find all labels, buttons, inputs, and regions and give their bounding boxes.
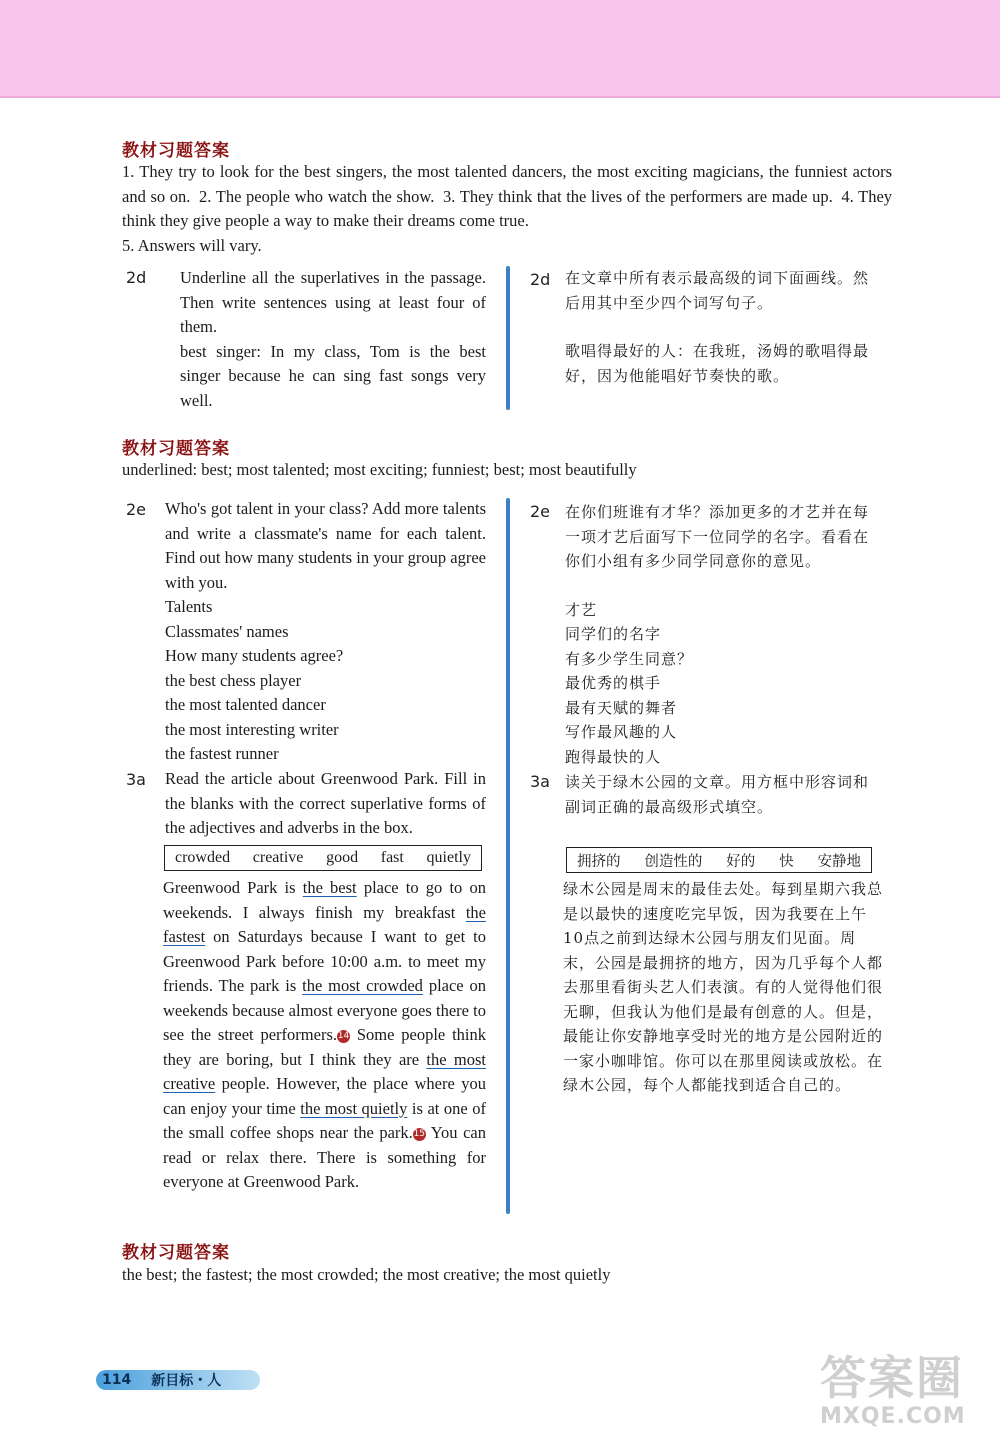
answer-heading-2: 教材习题答案 bbox=[122, 439, 230, 459]
exercise-2d-instruction-zh: 在文章中所有表示最高级的词下面画线。然后用其中至少四个词写句子。 bbox=[565, 269, 870, 312]
talent-list-item-zh: 有多少学生同意？ bbox=[565, 649, 694, 668]
exercise-number-2d: 2d bbox=[126, 268, 147, 287]
word-box-item: quietly bbox=[426, 849, 471, 866]
answer-block-1 bbox=[122, 160, 892, 258]
filled-answer: the most crowded bbox=[302, 976, 423, 995]
filled-answer: the most quietly bbox=[300, 1098, 408, 1118]
talent-list-item: the most interesting writer bbox=[165, 719, 339, 739]
exercise-2d-example: best singer: In my class, Tom is the best singer because he can sing fast songs very well. bbox=[180, 341, 486, 410]
page-footer bbox=[96, 1370, 260, 1390]
talent-list-item-zh: 才艺 bbox=[565, 600, 598, 619]
answer-3: 3. They think that the lives of the performers are made up. bbox=[443, 186, 833, 206]
passage-text: is at one of the small coffee shops near the park. bbox=[163, 1098, 486, 1142]
exercise-number-3a-zh: 3a bbox=[530, 772, 550, 791]
talent-list-item: How many students agree? bbox=[165, 646, 344, 665]
talent-list-item-zh: 写作最风趣的人 bbox=[565, 723, 678, 741]
talent-list-item: the best chess player bbox=[165, 670, 302, 690]
word-box-item: good bbox=[326, 849, 359, 866]
answer-block-2: underlined: best; most talented; most exciting; funniest; best; most beautifully bbox=[122, 460, 637, 479]
exercise-2e-chinese bbox=[565, 500, 883, 769]
passage-text: people. However, the place where you can enjoy your time bbox=[163, 1074, 486, 1118]
watermark-text: 答案圈 bbox=[820, 1351, 964, 1405]
talent-list-item: the most talented dancer bbox=[165, 695, 326, 714]
word-box-item-zh: 安静地 bbox=[817, 853, 861, 870]
answer-heading-1: 教材习题答案 bbox=[122, 141, 230, 161]
watermark-url: MXQE.COM bbox=[820, 1404, 966, 1429]
exercise-2d-instruction: Underline all the superlatives in the passage. Then write sentences using at least four of them. bbox=[180, 268, 486, 336]
top-color-band bbox=[0, 0, 1000, 98]
talent-list-item: Talents bbox=[165, 597, 213, 616]
book-series-label: 新目标・人 bbox=[151, 1373, 222, 1389]
talent-list-item-zh: 同学们的名字 bbox=[565, 625, 662, 643]
answer-5: 5. Answers will vary. bbox=[122, 235, 262, 255]
watermark-logo bbox=[820, 1352, 1000, 1442]
exercise-3a-passage bbox=[163, 876, 486, 1195]
word-box-item: fast bbox=[380, 849, 404, 866]
passage-text: place on weekends because almost everyone goes there to see the street performers. bbox=[163, 976, 486, 1044]
passage-text: place to go to on weekends. I always finish my breakfast bbox=[163, 878, 486, 922]
exercise-3a-instruction-zh: 读关于绿木公园的文章。用方框中形容词和副词正确的最高级形式填空。 bbox=[565, 773, 870, 816]
exercise-2d-example-zh: 歌唱得最好的人：在我班，汤姆的歌唱得最好，因为他能唱好节奏快的歌。 bbox=[565, 342, 870, 385]
exercise-2e-instruction-zh: 在你们班谁有才华？添加更多的才艺并在每一项才艺后面写下一位同学的名字。看看在你们小组有多少同学同意你的意见。 bbox=[565, 503, 870, 570]
answer-heading-3: 教材习题答案 bbox=[122, 1243, 230, 1263]
exercise-number-2e-zh: 2e bbox=[530, 502, 551, 521]
exercise-3a-instruction: Read the article about Greenwood Park. Fill in the blanks with the correct superlative forms of the adjectives and adverbs in the box. bbox=[165, 769, 486, 837]
filled-answer: the most creative bbox=[163, 1049, 486, 1093]
passage-text: on Saturdays because I want to get to Greenwood Park before 10:00 a.m. to meet my friends. The park is bbox=[163, 927, 486, 995]
word-box-item: crowded bbox=[175, 849, 231, 866]
word-box-zh bbox=[566, 847, 872, 873]
exercise-number-2e: 2e bbox=[126, 500, 147, 519]
exercise-3a-passage-zh: 绿木公园是周末的最佳去处。每到星期六我总是以最快的速度吃完早饭，因为我要在上午10点之前到达绿木公园与朋友们见面。周末，公园是最拥挤的地方，因为几乎每个人都去那里看街头艺人们表演。有的人觉得他们很无聊，但我认为他们是最有创意的人。但是，最能让你安静地享受时光的地方是公园附近的一家小咖啡馆。你可以在那里阅读或放松。在绿木公园，每个人都能找到适合自己的。 bbox=[563, 880, 884, 1094]
word-box-item-zh: 拥挤的 bbox=[577, 853, 621, 870]
column-divider-2d bbox=[506, 266, 510, 410]
filled-answer: the best bbox=[302, 878, 357, 897]
filled-answer: the fastest bbox=[163, 902, 486, 946]
talent-list-item: the fastest runner bbox=[165, 744, 279, 763]
word-box-item-zh: 创造性的 bbox=[644, 853, 703, 870]
talent-list-item-zh: 跑得最快的人 bbox=[565, 747, 662, 766]
passage-text: Greenwood Park is bbox=[163, 878, 303, 897]
page-number: 114 bbox=[102, 1372, 132, 1388]
exercise-2e-english bbox=[165, 497, 486, 767]
word-box-item: creative bbox=[252, 849, 304, 866]
answer-4: 4. They think they give people a way to make their dreams come true. bbox=[122, 186, 893, 230]
exercise-number-2d-zh: 2d bbox=[530, 270, 551, 289]
talent-list-item-zh: 最优秀的棋手 bbox=[565, 674, 662, 692]
answer-1: 1. They try to look for the best singers, the most talented dancers, the most exciting magicians, the funniest actors and so on. bbox=[122, 162, 892, 206]
column-divider-2e-3a bbox=[506, 498, 510, 1214]
word-box-item-zh: 快 bbox=[779, 853, 794, 870]
exercise-2d-english bbox=[180, 266, 486, 413]
exercise-2d-chinese bbox=[565, 266, 883, 388]
answer-2: 2. The people who watch the show. bbox=[199, 186, 435, 206]
talent-list-item: Classmates' names bbox=[165, 621, 289, 641]
passage-text: You can read or relax there. There is something for everyone at Greenwood Park. bbox=[163, 1123, 486, 1191]
note-marker-icon: 15 bbox=[413, 1129, 426, 1139]
exercise-number-3a: 3a bbox=[126, 770, 146, 789]
word-box-item-zh: 好的 bbox=[726, 853, 756, 870]
word-box bbox=[164, 845, 482, 871]
talent-list-item-zh: 最有天赋的舞者 bbox=[565, 698, 678, 717]
answer-block-3: the best; the fastest; the most crowded; the most creative; the most quietly bbox=[122, 1265, 611, 1284]
exercise-2e-instruction: Who's got talent in your class? Add more talents and write a classmate's name for each talent. Find out how many students in your group agree with you. bbox=[165, 499, 486, 592]
note-marker-icon: 14 bbox=[337, 1031, 350, 1041]
passage-text: Some people think they are boring, but I think they are bbox=[163, 1025, 487, 1069]
